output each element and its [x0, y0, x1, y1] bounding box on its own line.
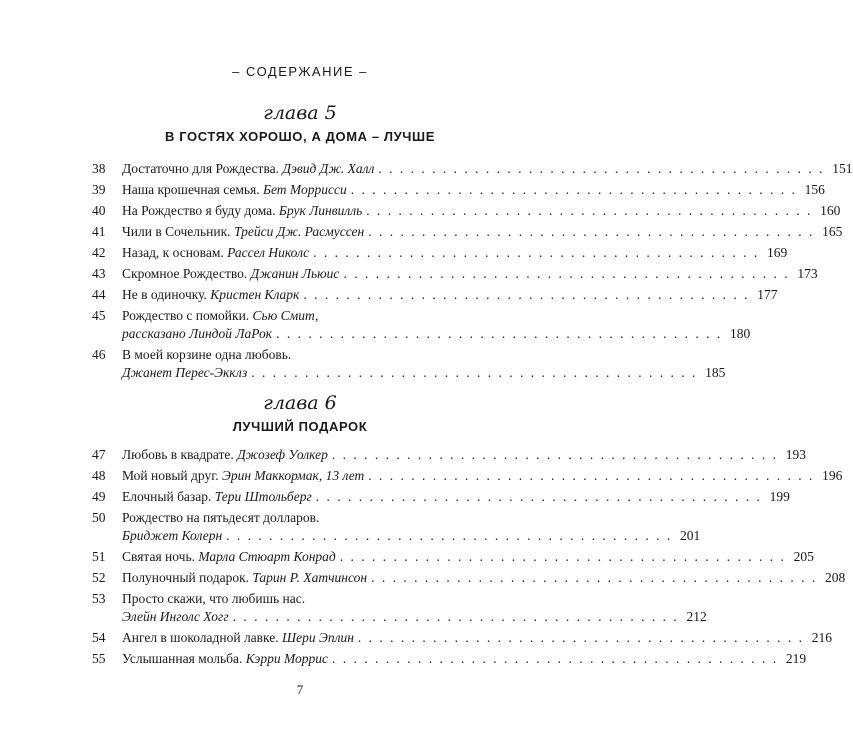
entry-page: 169	[767, 245, 788, 260]
entry-number: 53	[92, 591, 106, 606]
entry-page: 180	[729, 326, 751, 341]
entry-author: Кристен Кларк	[210, 287, 300, 302]
entry-number: 49	[92, 489, 106, 504]
entry-author: рассказано Линдой ЛаРок	[122, 326, 273, 341]
dot-leader: . . . . . . . . . . . . . . . . . . . . . . . . . . . . . . . . . . . . . . . . . .	[357, 630, 805, 645]
entry-number: 43	[92, 266, 106, 281]
entry-number: 46	[92, 347, 106, 362]
entry-number: 47	[92, 447, 106, 462]
toc-entry	[92, 569, 846, 587]
entry-author: Сью Смит,	[252, 308, 319, 323]
dot-leader: . . . . . . . . . . . . . . . . . . . . . . . . . . . . . . . . . . . . . . . . . .	[303, 287, 750, 302]
entry-author: Брук Линвилль	[278, 203, 363, 218]
toc-entry	[92, 590, 707, 626]
entry-page: 185	[705, 365, 726, 380]
chapter-6-title: ЛУЧШИЙ ПОДАРОК	[232, 419, 368, 434]
entry-number: 40	[92, 203, 106, 218]
entry-author: Трейси Дж. Расмуссен	[233, 224, 365, 239]
entry-number: 41	[92, 224, 106, 239]
entry-number: 50	[92, 510, 106, 525]
entry-page: 216	[811, 630, 833, 645]
entry-title: Не в одиночку.	[122, 287, 207, 302]
dot-leader: . . . . . . . . . . . . . . . . . . . . . . . . . . . . . . . . . . . . . . . . . .	[350, 182, 797, 197]
entry-title: Рождество с помойки.	[122, 308, 250, 323]
entry-title: Рождество на пятьдесят долларов.	[122, 510, 320, 525]
entry-page: 199	[769, 489, 790, 504]
entry-number: 39	[92, 182, 106, 197]
entry-page: 156	[804, 182, 825, 197]
entry-author: Эрин Маккормак, 13 лет	[222, 468, 365, 483]
entry-page: 193	[785, 447, 807, 462]
entry-page: 151	[832, 161, 853, 176]
dot-leader: . . . . . . . . . . . . . . . . . . . . . . . . . . . . . . . . . . . . . . . . . .	[368, 224, 815, 239]
entry-author: Элейн Инголс Хогг	[122, 609, 229, 624]
chapter-5-number: глава 5	[263, 102, 337, 124]
entry-title: Достаточно для Рождества.	[122, 161, 280, 176]
entry-author: Рассел Николс	[227, 245, 310, 260]
page-number: 7	[296, 682, 304, 697]
entry-author: Тери Штольберг	[214, 489, 312, 504]
entry-page: 201	[680, 528, 701, 543]
entry-title: Назад, к основам.	[122, 245, 224, 260]
entry-title: На Рождество я буду дома.	[122, 203, 276, 218]
dot-leader: . . . . . . . . . . . . . . . . . . . . . . . . . . . . . . . . . . . . . . . . . .	[378, 161, 825, 176]
toc-entry	[92, 202, 841, 220]
entry-number: 48	[92, 468, 106, 483]
toc-entry	[92, 160, 853, 178]
entry-title: Святая ночь.	[122, 549, 195, 564]
entry-page: 173	[797, 266, 818, 281]
entry-number: 52	[92, 570, 106, 585]
toc-entry	[92, 467, 843, 485]
entry-page: 165	[822, 224, 843, 239]
entry-number: 45	[92, 308, 106, 323]
entry-author: Кэрри Моррис	[245, 651, 329, 666]
entry-author: Джанет Перес-Экклз	[122, 365, 248, 380]
entry-page: 219	[785, 651, 807, 666]
dot-leader: . . . . . . . . . . . . . . . . . . . . . . . . . . . . . . . . . . . . . . . . . .	[339, 549, 786, 564]
entry-author: Джанин Льюис	[250, 266, 340, 281]
toc-entry	[92, 650, 807, 668]
entry-title: Наша крошечная семья.	[122, 182, 260, 197]
dot-leader: . . . . . . . . . . . . . . . . . . . . . . . . . . . . . . . . . . . . . . . . . .	[226, 528, 673, 543]
entry-number: 51	[92, 549, 106, 564]
dot-leader: . . . . . . . . . . . . . . . . . . . . . . . . . . . . . . . . . . . . . . . . . .	[331, 447, 779, 462]
entry-number: 42	[92, 245, 106, 260]
entry-page: 177	[757, 287, 778, 302]
entry-title: В моей корзине одна любовь.	[122, 347, 292, 362]
page-header: – СОДЕРЖАНИЕ –	[232, 64, 368, 79]
entry-title: Любовь в квадрате.	[122, 447, 234, 462]
entry-number: 38	[92, 161, 106, 176]
entry-page: 160	[820, 203, 841, 218]
entry-author: Бет Моррисси	[263, 182, 347, 197]
entry-page: 205	[793, 549, 814, 564]
dot-leader: . . . . . . . . . . . . . . . . . . . . . . . . . . . . . . . . . . . . . . . . . .	[368, 468, 815, 483]
entry-title: Услышанная мольба.	[122, 651, 243, 666]
toc-entry	[92, 446, 807, 464]
chapter-6-toc	[92, 446, 846, 671]
dot-leader: . . . . . . . . . . . . . . . . . . . . . . . . . . . . . . . . . . . . . . . . . .	[313, 245, 760, 260]
entry-title: Скромное Рождество.	[122, 266, 248, 281]
entry-author: Шери Эплин	[282, 630, 354, 645]
entry-title: Полуночный подарок.	[122, 570, 249, 585]
toc-entry	[92, 223, 843, 241]
toc-entry	[92, 265, 818, 283]
chapter-6-number: глава 6	[263, 392, 337, 414]
entry-number: 55	[92, 651, 106, 666]
entry-author: Джозеф Уолкер	[237, 447, 328, 462]
entry-page: 212	[686, 609, 707, 624]
dot-leader: . . . . . . . . . . . . . . . . . . . . . . . . . . . . . . . . . . . . . . . . . .	[251, 365, 698, 380]
toc-entry	[92, 548, 814, 566]
entry-page: 208	[824, 570, 846, 585]
entry-number: 44	[92, 287, 106, 302]
dot-leader: . . . . . . . . . . . . . . . . . . . . . . . . . . . . . . . . . . . . . . . . . .	[276, 326, 723, 341]
chapter-5-title: В ГОСТЯХ ХОРОШО, А ДОМА – ЛУЧШЕ	[165, 129, 435, 144]
toc-entry	[92, 307, 751, 343]
toc-entry	[92, 181, 825, 199]
toc-entry	[92, 286, 778, 304]
dot-leader: . . . . . . . . . . . . . . . . . . . . . . . . . . . . . . . . . . . . . . . . . .	[371, 570, 818, 585]
entry-title: Чили в Сочельник.	[122, 224, 231, 239]
toc-entry	[92, 509, 701, 545]
toc-entry	[92, 244, 788, 262]
chapter-5-toc	[92, 160, 853, 385]
entry-title: Просто скажи, что любишь нас.	[122, 591, 306, 606]
dot-leader: . . . . . . . . . . . . . . . . . . . . . . . . . . . . . . . . . . . . . . . . . .	[332, 651, 779, 666]
dot-leader: . . . . . . . . . . . . . . . . . . . . . . . . . . . . . . . . . . . . . . . . . .	[315, 489, 762, 504]
entry-title: Ангел в шоколадной лавке.	[122, 630, 279, 645]
dot-leader: . . . . . . . . . . . . . . . . . . . . . . . . . . . . . . . . . . . . . . . . . .	[343, 266, 790, 281]
entry-page: 196	[822, 468, 843, 483]
dot-leader: . . . . . . . . . . . . . . . . . . . . . . . . . . . . . . . . . . . . . . . . . .	[366, 203, 813, 218]
entry-author: Марла Стюарт Конрад	[198, 549, 336, 564]
entry-author: Дэвид Дж. Халл	[282, 161, 375, 176]
entry-author: Тарин Р. Хатчинсон	[252, 570, 368, 585]
toc-entry	[92, 488, 790, 506]
dot-leader: . . . . . . . . . . . . . . . . . . . . . . . . . . . . . . . . . . . . . . . . . .	[232, 609, 679, 624]
entry-author: Бриджет Колерн	[122, 528, 223, 543]
entry-number: 54	[92, 630, 106, 645]
toc-entry	[92, 346, 726, 382]
entry-title: Мой новый друг.	[122, 468, 219, 483]
toc-entry	[92, 629, 833, 647]
entry-title: Елочный базар.	[122, 489, 212, 504]
